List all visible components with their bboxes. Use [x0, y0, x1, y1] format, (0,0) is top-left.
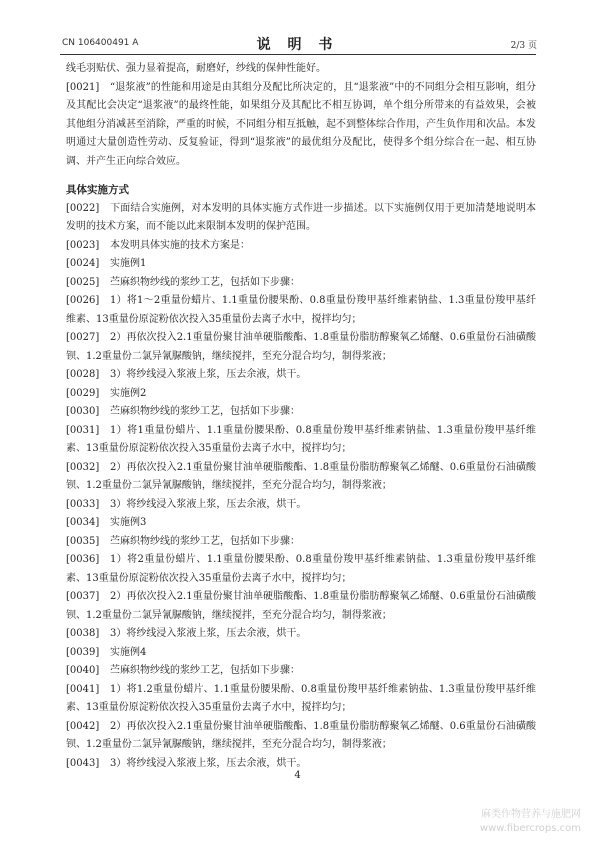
- page-header: [0, 0, 595, 60]
- section-heading: 具体实施方式: [66, 184, 129, 196]
- paragraph-number: [0043]: [66, 757, 100, 769]
- page-number: 4: [294, 770, 301, 781]
- paragraph-number: [0031]: [66, 424, 100, 436]
- document-body: [66, 60, 536, 773]
- paragraph-number: [0028]: [66, 369, 100, 380]
- paragraph: [66, 644, 536, 663]
- watermark: [480, 808, 581, 836]
- paragraph-number: [0021]: [66, 81, 100, 93]
- paragraph: [66, 718, 536, 755]
- paragraph-text: 3）将纱线浸入浆液上浆，压去余液，烘干。: [110, 757, 307, 769]
- paragraph-number: [0025]: [66, 276, 100, 288]
- paragraph-text: 下面结合实施例，对本发明的具体实施方式作进一步描述。以下实施例仅用于更加清楚地说明本发明的技术方案，而不能以此来限制本发明的保护范围。: [66, 202, 536, 232]
- paragraph-text: 2）再依次投入2.1重量份聚甘油单硬脂酸酯、1.8重量份脂肪醇聚氧乙烯醚、0.6重量份石油磺酸钡、1.2重量份二氯异氰脲酸钠，继续搅拌，至充分混合均匀，制得浆液；: [66, 591, 536, 621]
- paragraph: [66, 200, 536, 237]
- paragraph: [66, 625, 536, 644]
- paragraph-text: 线毛羽贴伏、强力显着提高，耐磨好，纱线的保伸性能好。: [66, 63, 326, 74]
- paragraph: [66, 79, 536, 172]
- paragraph-text: 1）将2重量份蜡片、1.1重量份腰果酚、0.8重量份羧甲基纤维素钠盐、1.3重量份羧甲基纤维素、13重量份原淀粉依次投入35重量份去离子水中，搅拌均匀；: [66, 554, 536, 584]
- paragraph: [66, 292, 536, 329]
- paragraph: [66, 662, 536, 681]
- paragraph-number: [0036]: [66, 554, 100, 565]
- paragraph-number: [0035]: [66, 535, 100, 547]
- paragraph: [66, 329, 536, 366]
- paragraph-number: [0030]: [66, 406, 100, 417]
- paragraph: [66, 403, 536, 422]
- paragraph: [66, 496, 536, 515]
- watermark-url: www.fibercrops.com: [479, 823, 581, 834]
- paragraph-number: [0029]: [66, 387, 100, 399]
- paragraph-text: 3）将纱线浸入浆液上浆，压去余液，烘干。: [110, 369, 307, 380]
- paragraph-number: [0023]: [66, 239, 100, 251]
- paragraph-text: 3）将纱线浸入浆液上浆，压去余液，烘干。: [110, 628, 307, 639]
- paragraph-text: 实施例1: [110, 258, 147, 269]
- paragraph-text: 实施例3: [110, 517, 147, 528]
- paragraph: [66, 274, 536, 293]
- paragraph: [66, 422, 536, 459]
- paragraph-text: 苎麻织物纱线的浆纱工艺，包括如下步骤：: [110, 406, 300, 417]
- paragraph-number: [0040]: [66, 665, 100, 676]
- paragraph-text: 2）再依次投入2.1重量份聚甘油单硬脂酸酯、1.8重量份脂肪醇聚氧乙烯醚、0.6重量份石油磺酸钡、1.2重量份二氯异氰脲酸钠，继续搅拌，至充分混合均匀，制得浆液；: [66, 720, 536, 750]
- paragraph-number: [0042]: [66, 720, 100, 732]
- paragraph-number: [0038]: [66, 628, 100, 639]
- paragraph-text: 1）将1～2重量份蜡片、1.1重量份腰果酚、0.8重量份羧甲基纤维素钠盐、1.3重量份羧甲基纤维素、13重量份原淀粉依次投入35重量份去离子水中，搅拌均匀；: [66, 295, 536, 325]
- paragraph-number: [0027]: [66, 332, 100, 343]
- paragraph-text: 苎麻织物纱线的浆纱工艺，包括如下步骤：: [110, 276, 300, 288]
- paragraph: [66, 60, 536, 79]
- paragraph: [66, 255, 536, 274]
- paragraph: [66, 366, 536, 385]
- paragraph: [66, 237, 536, 256]
- paragraph-text: 苎麻织物纱线的浆纱工艺，包括如下步骤：: [110, 665, 300, 676]
- paragraph-number: [0034]: [66, 517, 100, 528]
- paragraph-text: 实施例4: [110, 646, 147, 658]
- paragraph: [66, 588, 536, 625]
- paragraph-text: 3）将纱线浸入浆液上浆，压去余液，烘干。: [110, 498, 307, 510]
- paragraph-number: [0022]: [66, 202, 100, 214]
- paragraph-text: 2）再依次投入2.1重量份聚甘油单硬脂酸酯、1.8重量份脂肪醇聚氧乙烯醚、0.6重量份石油磺酸钡、1.2重量份二氯异氰脲酸钠，继续搅拌，至充分混合均匀，制得浆液；: [66, 461, 536, 491]
- paragraph-text: “退浆液”的性能和用途是由其组分及配比所决定的，且“退浆液”中的不同组分会相互影响，组分及其配比会决定“退浆液”的最终性能，如果组分及其配比不相互协调，单个组分所带来的有益效果，会被其他组分消减甚至消除，严重的时候，不同组分相互抵触，起不到整体综合作用，产生负作用和次品。本发明通过大量创造性劳动、反复验证，得到“退浆液”的最优组分及配比，使得多个组分综合在一起、相互协调、并产生正向综合效应。: [66, 81, 536, 167]
- paragraph-number: [0037]: [66, 591, 100, 602]
- paragraph: [66, 533, 536, 552]
- page-indicator: 2/3 页: [510, 41, 537, 51]
- document-title: 说 明 书: [256, 37, 339, 53]
- watermark-line: 麻类作物营养与施肥网: [481, 809, 581, 820]
- header-divider: [60, 54, 536, 55]
- paragraph-text: 实施例2: [110, 387, 147, 399]
- paragraph-text: 2）再依次投入2.1重量份聚甘油单硬脂酸酯、1.8重量份脂肪醇聚氧乙烯醚、0.6重量份石油磺酸钡、1.2重量份二氯异氰脲酸钠，继续搅拌，至充分混合均匀，制得浆液；: [66, 332, 536, 362]
- paragraph-number: [0032]: [66, 461, 100, 473]
- paragraph-number: [0026]: [66, 295, 100, 306]
- paragraph: [66, 551, 536, 588]
- paragraph: [66, 459, 536, 496]
- paragraph-number: [0024]: [66, 258, 100, 269]
- paragraph: [66, 514, 536, 533]
- paragraph-text: 1）将1.2重量份蜡片、1.1重量份腰果酚、0.8重量份羧甲基纤维素钠盐、1.3重量份羧甲基纤维素、13重量份原淀粉依次投入35重量份去离子水中，搅拌均匀；: [66, 683, 536, 713]
- paragraph: [66, 681, 536, 718]
- paragraph-number: [0033]: [66, 498, 100, 510]
- paragraph-number: [0041]: [66, 683, 100, 695]
- paragraph-text: 本发明具体实施的技术方案是：: [110, 239, 250, 251]
- paragraph-text: 1）将1重量份蜡片、1.1重量份腰果酚、0.8重量份羧甲基纤维素钠盐、1.3重量份羧甲基纤维素、13重量份原淀粉依次投入35重量份去离子水中，搅拌均匀；: [66, 424, 536, 454]
- paragraph-text: 苎麻织物纱线的浆纱工艺，包括如下步骤：: [110, 535, 300, 547]
- paragraph-number: [0039]: [66, 646, 100, 658]
- paragraph: [66, 385, 536, 404]
- document-number: CN 106400491 A: [62, 38, 139, 48]
